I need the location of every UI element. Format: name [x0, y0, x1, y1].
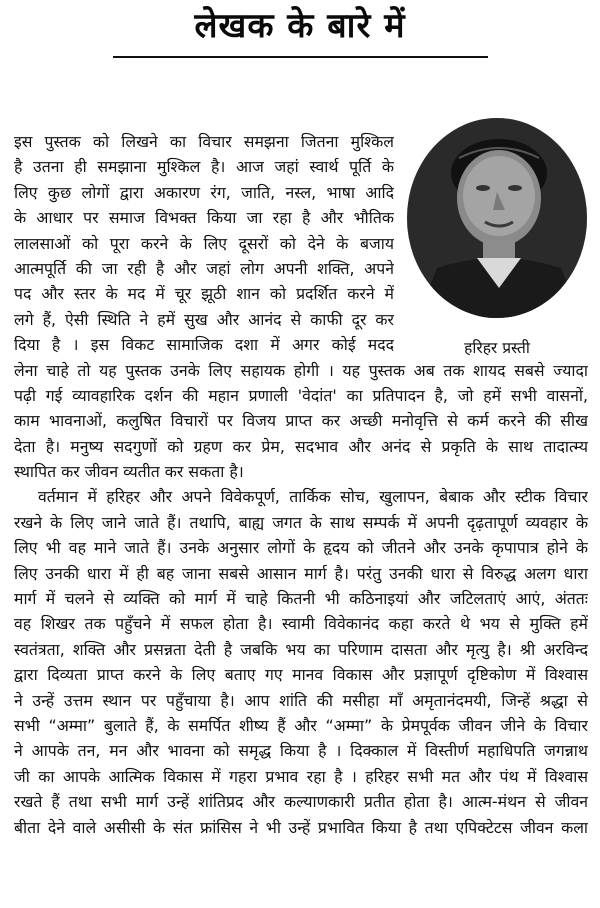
text-line: स्वतंत्रता, शक्ति और प्रसन्नता देती है जबकि भय का परिणाम दासता और मृत्यु है। श्री अरविन्द [14, 639, 588, 659]
text-line: वह शिखर तक पहुँचने में सफल होता है। स्वामी विवेकानंद कहा करते थे भय से मुक्ति हमें [14, 614, 588, 634]
text-line: द्वारा दिव्यता प्राप्त करने के लिए बताए गए मानव विकास और प्रज्ञापूर्ण दृष्टिकोण में विश्वास [14, 665, 588, 685]
text-line: लिए कुछ लोगों द्वारा अकारण रंग, जाति, नस्ल, भाषा आदि [14, 182, 394, 202]
page-title: लेखक के बारे में [194, 6, 406, 46]
text-line: लिए भी वह माने जाते हैं। उनके अनुसार लोगों के हृदय को जीतने और उनके कृपापात्र होने के [14, 538, 588, 558]
text-line: लेना चाहे तो यह पुस्तक उनके लिए सहायक होगी । यह पुस्तक अब तक शायद सबसे ज्यादा [14, 360, 588, 380]
text-line: पढ़ी गई व्यावहारिक दर्शन की महान प्रणाली 'वेदांत' का प्रतिपादन है, जो हमें सभी वासनों, [14, 385, 588, 405]
text-line: ने उन्हें उत्तम स्थान पर पहुँचाया है। आप शांति की मसीहा माँ अमृतानंदमयी, जिन्हें श्रद्धा से [14, 690, 588, 710]
text-line: मार्ग में चलने से व्यक्ति को मार्ग में चाहे कितनी भी कठिनाइयां और जटिलताएं आएं, अंततः [14, 589, 588, 609]
text-line: जी का आपके आत्मिक विकास में गहरा प्रभाव रहा है । हरिहर सभी मत और पंथ में विश्वास [14, 766, 588, 786]
text-line: काम भावनाओं, कलुषित विचारों पर विजय प्राप्त कर अच्छी मनोवृत्ति से कर्म करने की सीख [14, 411, 588, 431]
text-line: आत्मपूर्ति की जा रही है और जहां लोग अपनी शक्ति, अपने [14, 258, 394, 278]
text-line: है उतना ही समझाना मुश्किल है। आज जहां स्वार्थ पूर्ति के [14, 157, 394, 177]
text-line: सभी “अम्मा” बुलाते हैं, के समर्पित शीष्य हैं और “अम्मा” के प्रेमपूर्वक जीवन जीने के विचार [14, 715, 588, 735]
text-line: रखने के लिए जाने जाते हैं। तथापि, बाह्य जगत के साथ सम्पर्क में अपनी दृढ़तापूर्ण व्यवहार के [14, 512, 588, 532]
text-line: के आधार पर समाज विभक्त किया जा रहा है और भौतिक [14, 208, 394, 228]
text-line: इस पुस्तक को लिखने का विचार समझना जितना मुश्किल [14, 132, 394, 151]
text-line: लगे हैं, ऐसी स्थिति ने हमें सुख और आनंद से काफी दूर कर [14, 309, 394, 329]
text-line: वर्तमान में हरिहर और अपने विवेकपूर्ण, तार्किक सोच, खुलापन, बेबाक और स्टीक विचार [38, 487, 588, 507]
biography-text [14, 129, 588, 840]
text-line: दिया है । इस विकट सामाजिक दशा में अगर कोई मदद [14, 335, 394, 355]
text-line: लालसाओं को पूरा करने के लिए दूसरों को देने के बजाय [14, 233, 394, 253]
text-line: पद और स्तर के मद में चूर झूठी शान को प्रदर्शित करने में [14, 284, 394, 304]
text-line: स्थापित कर जीवन व्यतीत कर सकता है। [14, 462, 244, 482]
title-underline [113, 56, 488, 58]
text-line: बीता देने वाले असीसी के संत फ्रांसिस ने भी उन्हें प्रभावित किया है तथा एपिक्टेटस जीवन कला [14, 817, 588, 837]
text-line: लिए उनकी धारा में ही बह जाना सबसे आसान मार्ग है। परंतु उनकी धारा से विरुद्ध अलग धारा [14, 563, 588, 583]
photo-caption: हरिहर प्रस्ती [464, 339, 530, 357]
text-line: रखते हैं तथा सभी मार्ग उन्हें शांतिप्रद और कल्याणकारी प्रतीत होता है। आत्म-मंथन से जीवन [14, 792, 588, 812]
text-line: देता है। मनुष्य सदगुणों को ग्रहण कर प्रेम, सदभाव और अनंद से प्रकृति के साथ तादात्म्य [14, 436, 588, 456]
text-line: ने आपके तन, मन और भावना को समृद्ध किया है । दिक्काल में विस्तीर्ण महाधिपति जगन्नाथ [14, 741, 588, 761]
